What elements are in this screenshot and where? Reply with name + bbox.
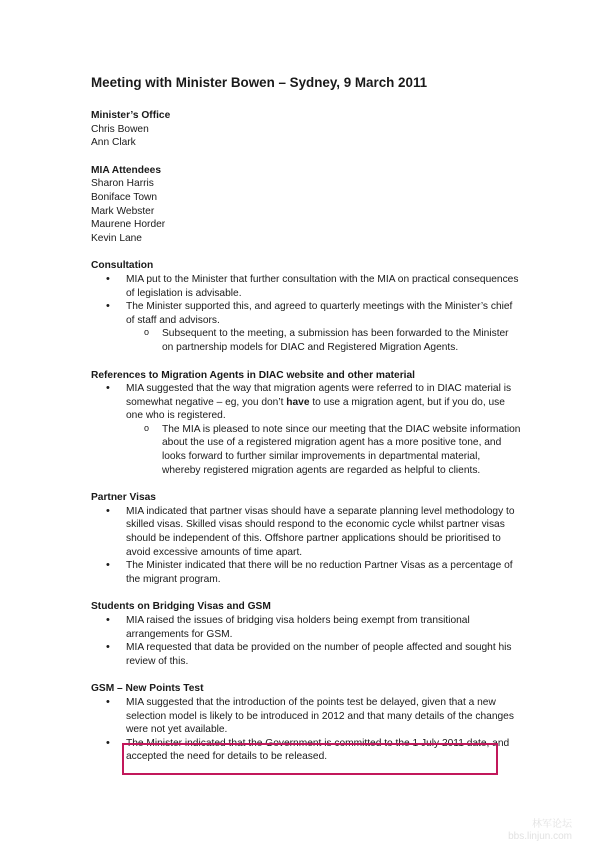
- sub-bullet-item: o Subsequent to the meeting, a submission has been forwarded to the Minister on partnership models for DIAC and Registered Migration Agents.: [126, 327, 521, 354]
- consultation-section: [91, 259, 521, 354]
- person-name: Sharon Harris: [91, 178, 154, 190]
- references-section: [91, 369, 521, 478]
- bullet-text: The Minister supported this, and agreed to quarterly meetings with the Minister’s chief of staff and advisors.: [126, 301, 513, 326]
- bullet-text: to use a migration agent, but if you do, use one who is registered.: [126, 396, 505, 422]
- partner-visas-section: [91, 491, 521, 586]
- document-title: Meeting with Minister Bowen – Sydney, 9 March 2011: [91, 75, 428, 90]
- emphasis-text: have: [286, 396, 310, 408]
- watermark-line: bbs.linjun.com: [508, 831, 572, 842]
- watermark: [508, 819, 572, 843]
- bullet-item: • MIA indicated that partner visas should have a separate planning level methodology to skilled visas. Skilled visas should respond to the economic cycle whilst partner visas should be independent of this. Offshore partner applications should be prioritised to avoid excessive amounts of time apart.: [91, 505, 521, 559]
- bullet-item: [91, 382, 521, 477]
- mia-attendees-heading: MIA Attendees: [91, 164, 161, 176]
- person-name: Maurene Horder: [91, 219, 166, 231]
- bridging-visas-section: [91, 600, 521, 668]
- gsm-section: [91, 682, 521, 764]
- bullet-item: • MIA suggested that the introduction of the points test be delayed, given that a new selection model is likely to be introduced in 2012 and that many details of the changes were not yet available.: [91, 696, 521, 737]
- bridging-visas-heading: Students on Bridging Visas and GSM: [91, 601, 271, 613]
- sub-bullet-item: o The MIA is pleased to note since our meeting that the DIAC website information about the use of a registered migration agent has a more positive tone, and looks forward to further similar improvements in departmental material, whereby registered migration agents are regarded as helpful to clients.: [126, 423, 521, 477]
- consultation-heading: Consultation: [91, 260, 154, 272]
- bullet-item: • MIA raised the issues of bridging visa holders being exempt from transitional arrangements for GSM.: [91, 614, 521, 641]
- references-heading: References to Migration Agents in DIAC website and other material: [91, 369, 415, 381]
- bullet-text: MIA suggested that the way that migration agents were referred to in DIAC material is somewhat negative – eg, you don’t: [126, 383, 512, 408]
- document-page: [91, 74, 521, 778]
- person-name: Ann Clark: [91, 137, 136, 149]
- bullet-item: [91, 300, 521, 354]
- person-name: Kevin Lane: [91, 232, 142, 244]
- gsm-heading: GSM – New Points Test: [91, 683, 204, 695]
- bullet-item-highlighted: • The Minister indicated that the Government is committed to the 1 July 2011 date, and accepted the need for details to be released.: [91, 737, 521, 764]
- bullet-item: • The Minister indicated that there will be no reduction Partner Visas as a percentage of the migrant program.: [91, 559, 521, 586]
- partner-visas-heading: Partner Visas: [91, 492, 156, 504]
- person-name: Chris Bowen: [91, 123, 149, 135]
- bullet-item: • MIA requested that data be provided on the number of people affected and sought his review of this.: [91, 641, 521, 668]
- ministers-office-list: [91, 123, 521, 150]
- mia-attendees-list: [91, 177, 521, 245]
- ministers-office-heading: Minister’s Office: [91, 110, 171, 121]
- watermark-line: 林军论坛: [532, 819, 572, 830]
- bullet-item: • MIA put to the Minister that further consultation with the MIA on practical consequences of legislation is advisable.: [91, 273, 521, 300]
- person-name: Mark Webster: [91, 205, 155, 217]
- person-name: Boniface Town: [91, 191, 158, 203]
